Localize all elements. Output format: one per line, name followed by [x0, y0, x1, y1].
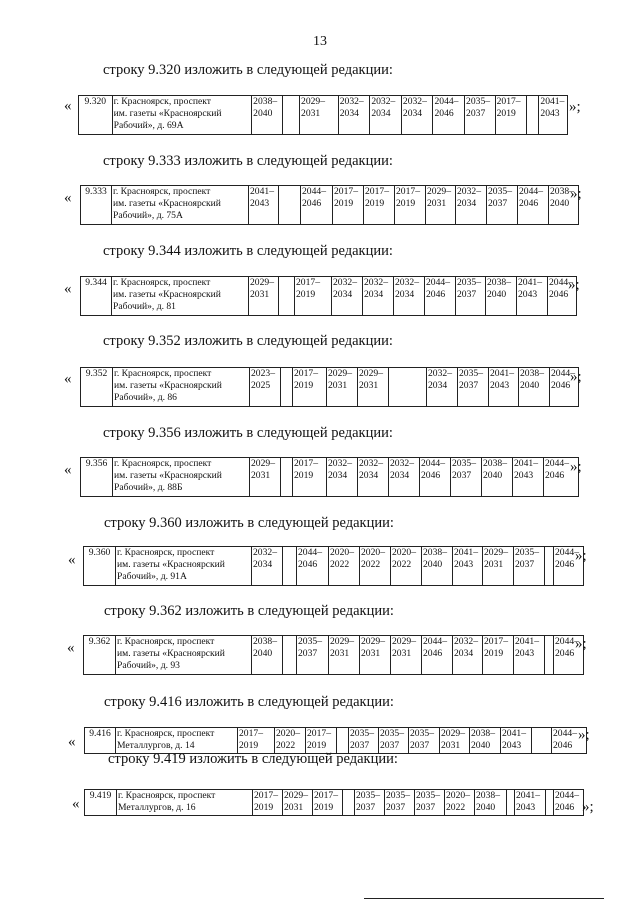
quote-open: « [68, 552, 76, 568]
data-row-table [78, 95, 568, 135]
year-cell: 2035– 2037 [409, 728, 440, 754]
year-cell: 2032– 2034 [338, 96, 370, 135]
year-cell: 2017– 2019 [495, 96, 527, 135]
data-row-table [80, 185, 579, 225]
row-number: 9.362 [84, 636, 116, 675]
quote-open: « [64, 371, 72, 387]
year-cell: 2017– 2019 [395, 186, 426, 225]
year-cell: 2032– 2034 [453, 636, 483, 675]
quote-close: »; [575, 636, 587, 652]
year-cell: 2044– 2046 [420, 458, 451, 497]
year-cell [545, 636, 554, 675]
year-cell [283, 636, 297, 675]
year-cell: 2044– 2046 [554, 547, 584, 586]
row-number: 9.320 [79, 96, 113, 135]
year-cell [337, 728, 349, 754]
year-cell [282, 96, 299, 135]
year-cell: 2017– 2019 [313, 790, 343, 816]
year-cell: 2038– 2040 [519, 368, 550, 407]
year-cell: 2029– 2031 [249, 277, 279, 316]
year-cell: 2041– 2043 [539, 96, 568, 135]
year-cell: 2044– 2046 [554, 636, 584, 675]
row-number: 9.419 [85, 790, 117, 816]
year-cell: 2044– 2046 [554, 790, 584, 816]
year-cell: 2017– 2019 [238, 728, 275, 754]
row-address: г. Красноярск, проспект Металлургов, д. 16 [117, 790, 253, 816]
year-cell: 2044– 2046 [301, 186, 333, 225]
year-cell: 2038– 2040 [252, 96, 283, 135]
year-cell: 2038– 2040 [549, 186, 579, 225]
year-cell [279, 186, 301, 225]
year-cell: 2032– 2034 [394, 277, 425, 316]
data-row-table [84, 789, 584, 816]
year-cell: 2044– 2046 [425, 277, 456, 316]
year-cell: 2017– 2019 [306, 728, 337, 754]
year-cell: 2032– 2034 [401, 96, 433, 135]
year-cell [279, 277, 295, 316]
year-cell: 2041– 2043 [514, 636, 545, 675]
quote-close: »; [582, 799, 594, 815]
year-cell: 2035– 2037 [451, 458, 482, 497]
year-cell: 2041– 2043 [249, 186, 279, 225]
data-row-table [80, 367, 579, 407]
year-cell: 2044– 2046 [544, 458, 579, 497]
year-cell: 2017– 2019 [293, 368, 327, 407]
row-address: г. Красноярск, проспект им. газеты «Красноярский Рабочий», д. 81 [112, 277, 249, 316]
year-cell [546, 790, 554, 816]
year-cell: 2044– 2046 [422, 636, 453, 675]
quote-close: »; [570, 186, 582, 202]
data-row-table [80, 457, 579, 497]
table-row [84, 547, 584, 586]
year-cell: 2017– 2019 [364, 186, 395, 225]
section-heading: строку 9.333 изложить в следующей редакции: [103, 153, 393, 169]
year-cell: 2035– 2037 [487, 186, 518, 225]
year-cell: 2017– 2019 [293, 458, 327, 497]
year-cell: 2041– 2043 [453, 547, 483, 586]
table-row [85, 790, 584, 816]
year-cell: 2023– 2025 [250, 368, 281, 407]
table-row [79, 96, 568, 135]
year-cell: 2038– 2040 [422, 547, 453, 586]
year-cell [532, 728, 552, 754]
quote-close: »; [569, 99, 581, 115]
year-cell: 2020– 2022 [275, 728, 306, 754]
year-cell: 2038– 2040 [252, 636, 283, 675]
year-cell: 2032– 2034 [252, 547, 283, 586]
row-number: 9.416 [85, 728, 116, 754]
year-cell: 2044– 2046 [552, 728, 587, 754]
table-row [84, 636, 584, 675]
row-address: г. Красноярск, проспект им. газеты «Красноярский Рабочий», д. 69А [112, 96, 252, 135]
row-number: 9.356 [81, 458, 113, 497]
year-cell: 2017– 2019 [253, 790, 283, 816]
year-cell: 2035– 2037 [458, 368, 489, 407]
quote-open: « [64, 98, 72, 114]
year-cell: 2032– 2034 [332, 277, 363, 316]
quote-close: »; [575, 548, 587, 564]
year-cell [545, 547, 554, 586]
year-cell: 2029– 2031 [250, 458, 281, 497]
year-cell: 2041– 2043 [517, 277, 548, 316]
data-row-table [84, 727, 587, 754]
year-cell: 2035– 2037 [349, 728, 379, 754]
year-cell: 2029– 2031 [440, 728, 470, 754]
year-cell: 2032– 2034 [327, 458, 358, 497]
table-row [81, 186, 579, 225]
year-cell: 2035– 2037 [514, 547, 545, 586]
section-heading: строку 9.320 изложить в следующей редакции: [103, 62, 393, 78]
quote-open: « [64, 462, 72, 478]
row-address: г. Красноярск, проспект Металлургов, д. 14 [116, 728, 238, 754]
table-row [81, 458, 579, 497]
year-cell: 2035– 2037 [355, 790, 385, 816]
year-cell: 2017– 2019 [483, 636, 514, 675]
year-cell: 2017– 2019 [333, 186, 364, 225]
year-cell: 2041– 2043 [501, 728, 532, 754]
quote-open: « [64, 281, 72, 297]
year-cell: 2029– 2031 [426, 186, 456, 225]
section-heading: строку 9.360 изложить в следующей редакции: [104, 515, 394, 531]
year-cell: 2032– 2034 [389, 458, 420, 497]
section-heading: строку 9.344 изложить в следующей редакции: [103, 243, 393, 259]
year-cell [281, 368, 293, 407]
year-cell: 2038– 2040 [475, 790, 507, 816]
quote-open: « [64, 190, 72, 206]
quote-close: »; [570, 369, 582, 385]
year-cell: 2035– 2037 [385, 790, 415, 816]
year-cell [507, 790, 515, 816]
year-cell [527, 96, 539, 135]
year-cell: 2035– 2037 [379, 728, 409, 754]
year-cell: 2020– 2022 [391, 547, 422, 586]
row-address: г. Красноярск, проспект им. газеты «Красноярский Рабочий», д. 93 [116, 636, 252, 675]
year-cell [283, 547, 297, 586]
quote-close: »; [570, 459, 582, 475]
year-cell [343, 790, 355, 816]
year-cell: 2032– 2034 [427, 368, 458, 407]
year-cell: 2044– 2046 [550, 368, 579, 407]
section-heading: строку 9.356 изложить в следующей редакции: [103, 425, 393, 441]
year-cell: 2035– 2037 [415, 790, 445, 816]
row-number: 9.333 [81, 186, 112, 225]
year-cell: 2029– 2031 [483, 547, 514, 586]
year-cell [389, 368, 427, 407]
table-row [81, 368, 579, 407]
row-number: 9.344 [81, 277, 112, 316]
year-cell: 2032– 2034 [456, 186, 487, 225]
year-cell: 2032– 2034 [363, 277, 394, 316]
year-cell: 2044– 2046 [518, 186, 549, 225]
row-address: г. Красноярск, проспект им. газеты «Красноярский Рабочий», д. 91А [116, 547, 252, 586]
section-heading: строку 9.416 изложить в следующей редакции: [104, 694, 394, 710]
data-row-table [83, 546, 584, 586]
year-cell: 2020– 2022 [445, 790, 475, 816]
year-cell: 2044– 2046 [433, 96, 465, 135]
year-cell: 2035– 2037 [297, 636, 329, 675]
year-cell: 2029– 2031 [329, 636, 360, 675]
table-row [85, 728, 587, 754]
quote-open: « [72, 796, 80, 812]
year-cell: 2029– 2031 [391, 636, 422, 675]
quote-close: »; [568, 277, 580, 293]
year-cell: 2032– 2034 [370, 96, 402, 135]
year-cell: 2038– 2040 [482, 458, 513, 497]
year-cell: 2032– 2034 [358, 458, 389, 497]
year-cell [281, 458, 293, 497]
table-row [81, 277, 577, 316]
year-cell: 2041– 2043 [489, 368, 519, 407]
bottom-rule [364, 898, 604, 899]
year-cell: 2017– 2019 [295, 277, 332, 316]
data-row-table [83, 635, 584, 675]
year-cell: 2029– 2031 [300, 96, 339, 135]
quote-open: « [67, 640, 75, 656]
quote-close: »; [578, 727, 590, 743]
year-cell: 2038– 2040 [486, 277, 517, 316]
row-address: г. Красноярск, проспект им. газеты «Красноярский Рабочий», д. 75А [112, 186, 249, 225]
year-cell: 2029– 2031 [358, 368, 389, 407]
page-number: 13 [313, 34, 327, 49]
row-address: г. Красноярск, проспект им. газеты «Красноярский Рабочий», д. 86 [113, 368, 250, 407]
section-heading: строку 9.419 изложить в следующей редакции: [108, 751, 398, 767]
year-cell: 2044– 2046 [548, 277, 577, 316]
data-row-table [80, 276, 577, 316]
year-cell: 2035– 2037 [465, 96, 496, 135]
year-cell: 2044– 2046 [297, 547, 329, 586]
year-cell: 2020– 2022 [329, 547, 360, 586]
section-heading: строку 9.352 изложить в следующей редакции: [103, 333, 393, 349]
year-cell: 2035– 2037 [456, 277, 486, 316]
row-number: 9.360 [84, 547, 116, 586]
quote-open: « [68, 734, 76, 750]
section-heading: строку 9.362 изложить в следующей редакции: [104, 603, 394, 619]
year-cell: 2041– 2043 [513, 458, 544, 497]
year-cell: 2038– 2040 [470, 728, 501, 754]
year-cell: 2029– 2031 [283, 790, 313, 816]
year-cell: 2029– 2031 [360, 636, 391, 675]
year-cell: 2029– 2031 [327, 368, 358, 407]
row-address: г. Красноярск, проспект им. газеты «Красноярский Рабочий», д. 88Б [113, 458, 250, 497]
row-number: 9.352 [81, 368, 113, 407]
year-cell: 2041– 2043 [515, 790, 546, 816]
year-cell: 2020– 2022 [360, 547, 391, 586]
